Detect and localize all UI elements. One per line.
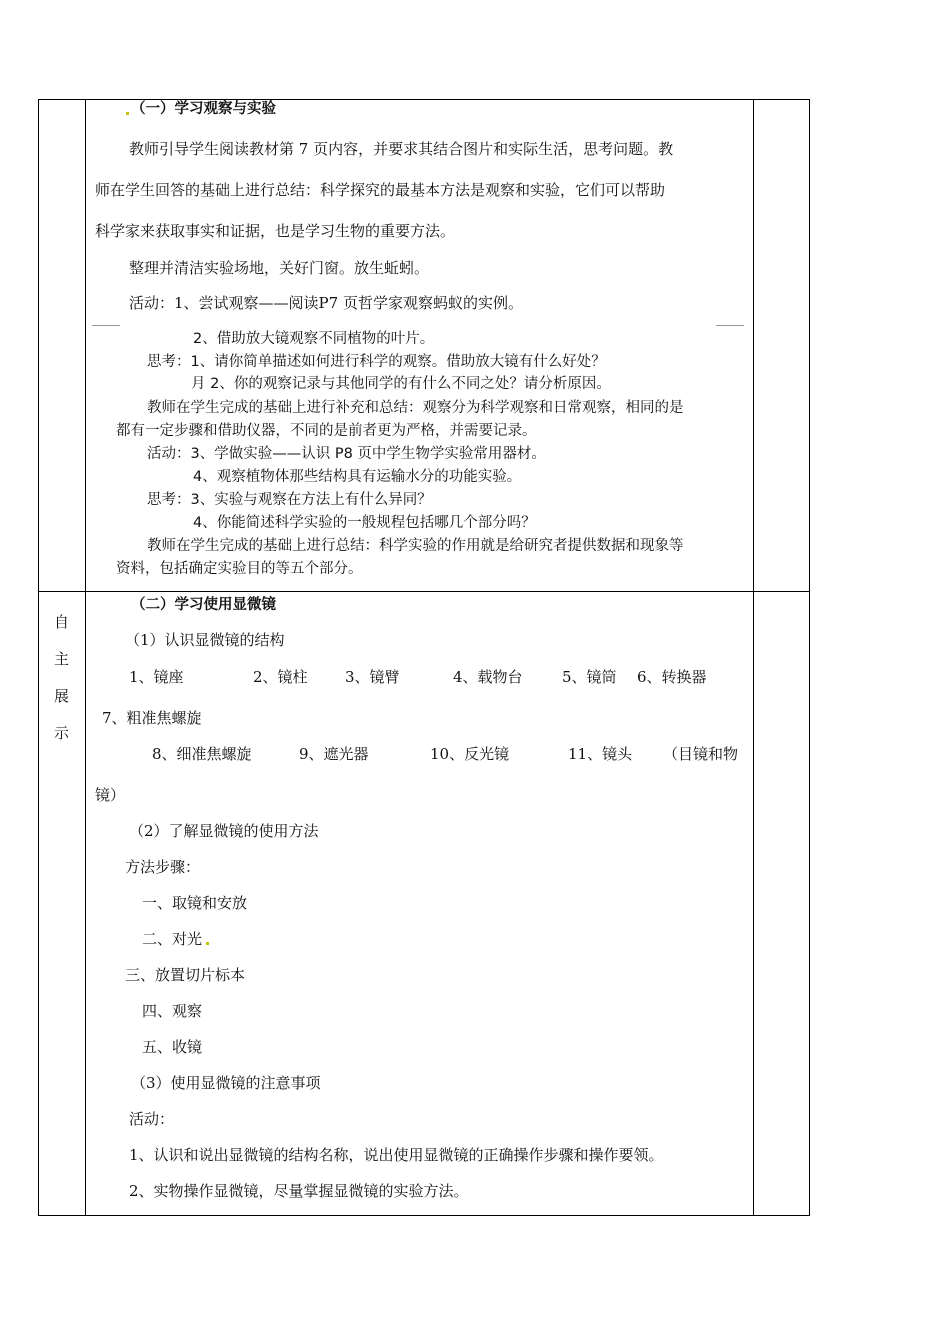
section1-heading: （一）学习观察与实验 xyxy=(131,101,276,117)
margin-dash-right xyxy=(716,325,744,326)
section1-line-15: 教师在学生完成的基础上进行总结：科学实验的作用就是给研究者提供数据和现象等 xyxy=(147,538,684,554)
section1-line-3: 科学家来获取事实和证据，也是学习生物的重要方法。 xyxy=(95,222,456,240)
section1-line-9: 教师在学生完成的基础上进行补充和总结：观察分为科学观察和日常观察，相同的是 xyxy=(147,400,684,416)
section1-line-1: 教师引导学生阅读教材第 7 页内容，并要求其结合图片和实际生活，思考问题。教 xyxy=(129,140,674,158)
step-item: 一、取镜和安放 xyxy=(142,894,248,912)
activity-item: 1、认识和说出显微镜的结构名称，说出使用显微镜的正确操作步骤和操作要领。 xyxy=(129,1146,664,1164)
table-bottom-border xyxy=(38,1215,810,1216)
steps-title: 方法步骤： xyxy=(125,858,201,876)
section2-sub2: （2）了解显微镜的使用方法 xyxy=(129,822,319,840)
side-label-char: 示 xyxy=(53,724,69,742)
section1-line-14: 4、你能简述科学实验的一般规程包括哪几个部分吗？ xyxy=(193,515,536,531)
side-label-char: 自 xyxy=(53,613,69,631)
part-item: 10、反光镜 xyxy=(430,745,510,763)
section1-line-11: 活动：3、学做实验——认识 P8 页中学生物学实验常用器材。 xyxy=(147,446,546,462)
section1-line-10: 都有一定步骤和借助仪器，不同的是前者更为严格，并需要记录。 xyxy=(116,423,537,439)
part-item: 镜） xyxy=(95,786,126,804)
side-label xyxy=(38,604,85,752)
part-item: 4、载物台 xyxy=(453,668,523,686)
column-divider-left xyxy=(85,99,86,1216)
margin-dash-left xyxy=(92,325,120,326)
section1-line-16: 资料，包括确定实验目的等五个部分。 xyxy=(116,561,363,577)
section1-line-6: 2、借助放大镜观察不同植物的叶片。 xyxy=(193,331,435,347)
section2-sub1: （1）认识显微镜的结构 xyxy=(125,631,285,649)
step-item: 二、对光 xyxy=(142,930,203,948)
step-item: 三、放置切片标本 xyxy=(125,966,246,984)
step-item: 四、观察 xyxy=(142,1002,203,1020)
step-item: 五、收镜 xyxy=(142,1038,203,1056)
part-item: 1、镜座 xyxy=(129,668,184,686)
part-item: 7、粗准焦螺旋 xyxy=(102,709,202,727)
section1-line-12: 4、观察植物体那些结构具有运输水分的功能实验。 xyxy=(193,469,522,485)
section1-line-5: 活动：1、尝试观察——阅读P7 页哲学家观察蚂蚁的实例。 xyxy=(129,294,523,312)
part-item: 9、遮光器 xyxy=(299,745,369,763)
column-divider-right xyxy=(753,99,754,1216)
part-item: 5、镜筒 xyxy=(562,668,617,686)
part-item: 3、镜臂 xyxy=(345,668,400,686)
part-item: 8、细准焦螺旋 xyxy=(152,745,252,763)
section1-line-13: 思考：3、实验与观察在方法上有什么异同？ xyxy=(147,492,432,508)
table-right-border xyxy=(809,99,810,1216)
row-divider xyxy=(38,591,810,592)
part-item: 2、镜柱 xyxy=(253,668,308,686)
marker-dot xyxy=(206,942,209,945)
marker-dot xyxy=(126,112,129,115)
part-item: 11、镜头 xyxy=(568,745,633,763)
section2-sub3: （3）使用显微镜的注意事项 xyxy=(131,1074,321,1092)
section2-heading: （二）学习使用显微镜 xyxy=(131,597,276,613)
section1-line-7: 思考：1、请你简单描述如何进行科学的观察。借助放大镜有什么好处？ xyxy=(147,354,606,370)
side-label-char: 主 xyxy=(53,650,69,668)
activity-item: 2、实物操作显微镜，尽量掌握显微镜的实验方法。 xyxy=(129,1182,469,1200)
part-item: （目镜和物 xyxy=(663,745,739,763)
activity-title: 活动： xyxy=(129,1110,175,1128)
section1-line-4: 整理并清洁实验场地，关好门窗。放生蚯蚓。 xyxy=(129,259,430,277)
section1-line-8: 月 2、你的观察记录与其他同学的有什么不同之处？请分析原因。 xyxy=(191,376,611,392)
section1-line-2: 师在学生回答的基础上进行总结：科学探究的最基本方法是观察和实验，它们可以帮助 xyxy=(95,181,666,199)
part-item: 6、转换器 xyxy=(637,668,707,686)
side-label-char: 展 xyxy=(53,687,69,705)
